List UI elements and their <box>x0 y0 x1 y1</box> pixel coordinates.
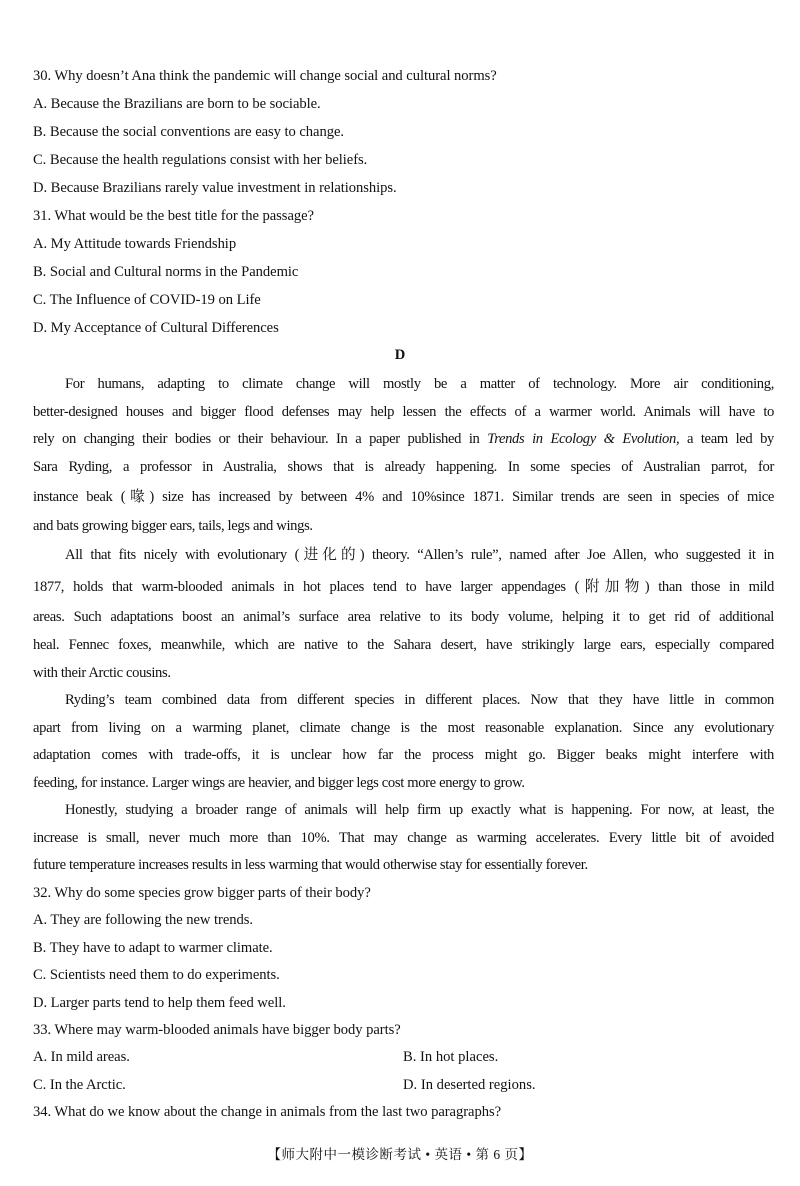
q33-option-b: B. In hot places. <box>403 1049 499 1065</box>
q32-option-a: A. They are following the new trends. <box>33 912 253 928</box>
paragraph-line <box>33 430 774 448</box>
q31-option-d: D. My Acceptance of Cultural Differences <box>33 320 279 336</box>
paragraph-line: with their Arctic cousins. <box>33 665 171 681</box>
q30-option-b: B. Because the social conventions are easy to change. <box>33 124 345 140</box>
paragraph-line: increase is small, never much more than 10%. That may change as warming accelerates. Every little bit of avoided <box>33 830 774 846</box>
q32-option-d: D. Larger parts tend to help them feed well. <box>33 995 286 1011</box>
paragraph-line: apart from living on a warming planet, climate change is the most reasonable explanation. Since any evolutionary <box>33 720 774 736</box>
paragraph-line: Honestly, studying a broader range of animals will help firm up exactly what is happening. For now, at least, the <box>65 802 774 818</box>
paragraph-line: Ryding’s team combined data from different species in different places. Now that they have little in common <box>65 692 774 708</box>
question-30: 30. Why doesn’t Ana think the pandemic will change social and cultural norms? <box>33 68 497 84</box>
question-33: 33. Where may warm-blooded animals have bigger body parts? <box>33 1022 401 1038</box>
paragraph-line: areas. Such adaptations boost an animal’s surface area relative to its body volume, helping it to get rid of additional <box>33 609 774 625</box>
paragraph-line: All that fits nicely with evolutionary (进化的) theory. “Allen’s rule”, named after Joe Allen, who suggested it in <box>65 547 774 563</box>
q30-option-d: D. Because Brazilians rarely value investment in relationships. <box>33 180 397 196</box>
q30-option-c: C. Because the health regulations consist with her beliefs. <box>33 152 368 168</box>
q31-option-a: A. My Attitude towards Friendship <box>33 236 237 252</box>
paragraph-line: feeding, for instance. Larger wings are heavier, and bigger legs cost more energy to grow. <box>33 775 525 791</box>
paragraph-line: better-designed houses and bigger flood defenses may help lessen the effects of a warmer world. Animals will have to <box>33 404 774 420</box>
paragraph-line: 1877, holds that warm-blooded animals in hot places tend to have larger appendages (附加物) than those in mild <box>33 579 774 595</box>
paragraph-line: adaptation comes with trade-offs, it is unclear how far the process might go. Bigger beaks might interfere with <box>33 747 774 763</box>
paragraph-line: future temperature increases results in less warming that would otherwise stay for essentially forever. <box>33 857 588 873</box>
journal-title: Trends in Ecology & Evolution <box>487 431 676 447</box>
q32-option-b: B. They have to adapt to warmer climate. <box>33 940 273 956</box>
paragraph-text: rely on changing their bodies or their behaviour. In a paper published in <box>33 431 488 447</box>
paragraph-text: , a team led by <box>675 431 774 447</box>
q31-option-c: C. The Influence of COVID-19 on Life <box>33 292 261 308</box>
q31-option-b: B. Social and Cultural norms in the Pandemic <box>33 264 299 280</box>
page-footer: 【师大附中一模诊断考试 • 英语 • 第 6 页】 <box>267 1147 533 1162</box>
q33-option-c: C. In the Arctic. <box>33 1077 126 1093</box>
question-32: 32. Why do some species grow bigger parts of their body? <box>33 885 371 901</box>
paragraph-line: and bats growing bigger ears, tails, legs and wings. <box>33 518 313 534</box>
section-heading: D <box>394 347 406 363</box>
paragraph-line: heal. Fennec foxes, meanwhile, which are native to the Sahara desert, have strikingly large ears, especially compared <box>33 637 774 653</box>
paragraph-line: instance beak (喙) size has increased by between 4% and 10%since 1871. Similar trends are seen in species of mice <box>33 489 774 505</box>
q33-option-d: D. In deserted regions. <box>403 1077 536 1093</box>
paragraph-line: For humans, adapting to climate change will mostly be a matter of technology. More air conditioning, <box>65 376 774 392</box>
question-34: 34. What do we know about the change in animals from the last two paragraphs? <box>33 1104 502 1120</box>
q33-option-a: A. In mild areas. <box>33 1049 130 1065</box>
q32-option-c: C. Scientists need them to do experiments. <box>33 967 280 983</box>
q30-option-a: A. Because the Brazilians are born to be sociable. <box>33 96 321 112</box>
paragraph-line: Sara Ryding, a professor in Australia, shows that is already happening. In some species of Australian parrot, for <box>33 459 774 475</box>
question-31: 31. What would be the best title for the passage? <box>33 208 314 224</box>
